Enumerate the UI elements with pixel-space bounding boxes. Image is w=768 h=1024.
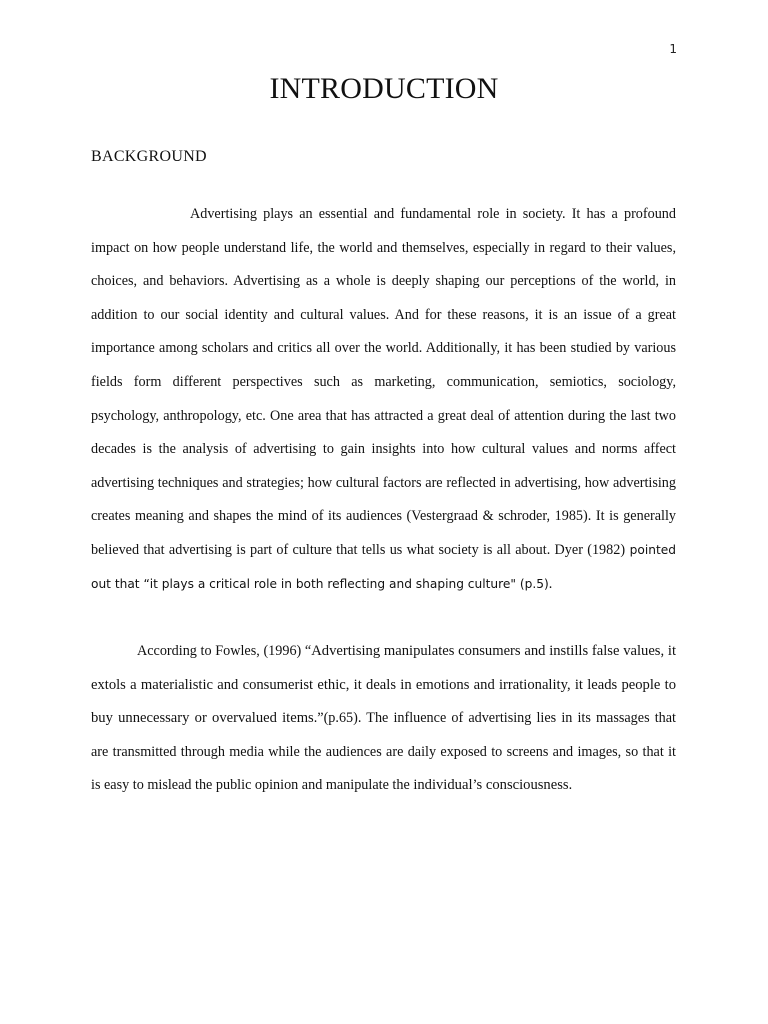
page-title: INTRODUCTION [269,72,499,105]
paragraph-1-quote: pointed out that “it plays a critical role in both reflecting and shaping culture" (p.5) [91,542,676,591]
paragraph-2-intro: According to Fowles, (1996) “ [137,643,312,659]
paragraph-2-end: . [568,777,573,794]
body-paragraph-2 [91,635,676,803]
paragraph-1-main-text: Advertising plays an essential and fundamental role in society. It has a profound impact on how people understand life, the world and themselves, especially in regard to their values, choices, and behaviors. Advertising as a whole is deeply shaping our perceptions of the world, in addition to our social identity and cultural values. And for these reasons, it is an issue of a great importance among scholars and critics all over the world. Additionally, it has been studied by various fields form different perspectives such as marketing, communication, semiotics, sociology, psychology, anthropology, etc. One area that has attracted a great deal of attention during the last two decades is the analysis of advertising to gain insights into how cultural values and norms affect advertising techniques and strategies; how cultural factors are reflected in advertising, how advertising creates meaning and shapes the mind of its audiences (Vestergraad & schroder, 1985). It is generally believed that advertising is part of culture that tells us what society is all about. Dyer (1982) [91,206,676,558]
paragraph-1-end: . [548,575,553,592]
paragraph-2-emphasis: individual’s consciousness [413,777,569,794]
paragraph-2-quote: Advertising manipulates consumers and instills false values, it extols a materialistic and consumerist ethic, it deals in emotions and irrationality, it leads people to buy unnecessary or overvalued items [91,643,677,727]
body-paragraph-1 [91,198,676,601]
page-number: 1 [669,42,677,56]
paragraph-2-main-text: .”(p.65). The influence of advertising lies in its massages that are transmitted through media while the audiences are daily exposed to screens and images, so that it is easy to mislead the public opinion and manipulate the [91,710,676,794]
section-heading: BACKGROUND [91,148,207,165]
